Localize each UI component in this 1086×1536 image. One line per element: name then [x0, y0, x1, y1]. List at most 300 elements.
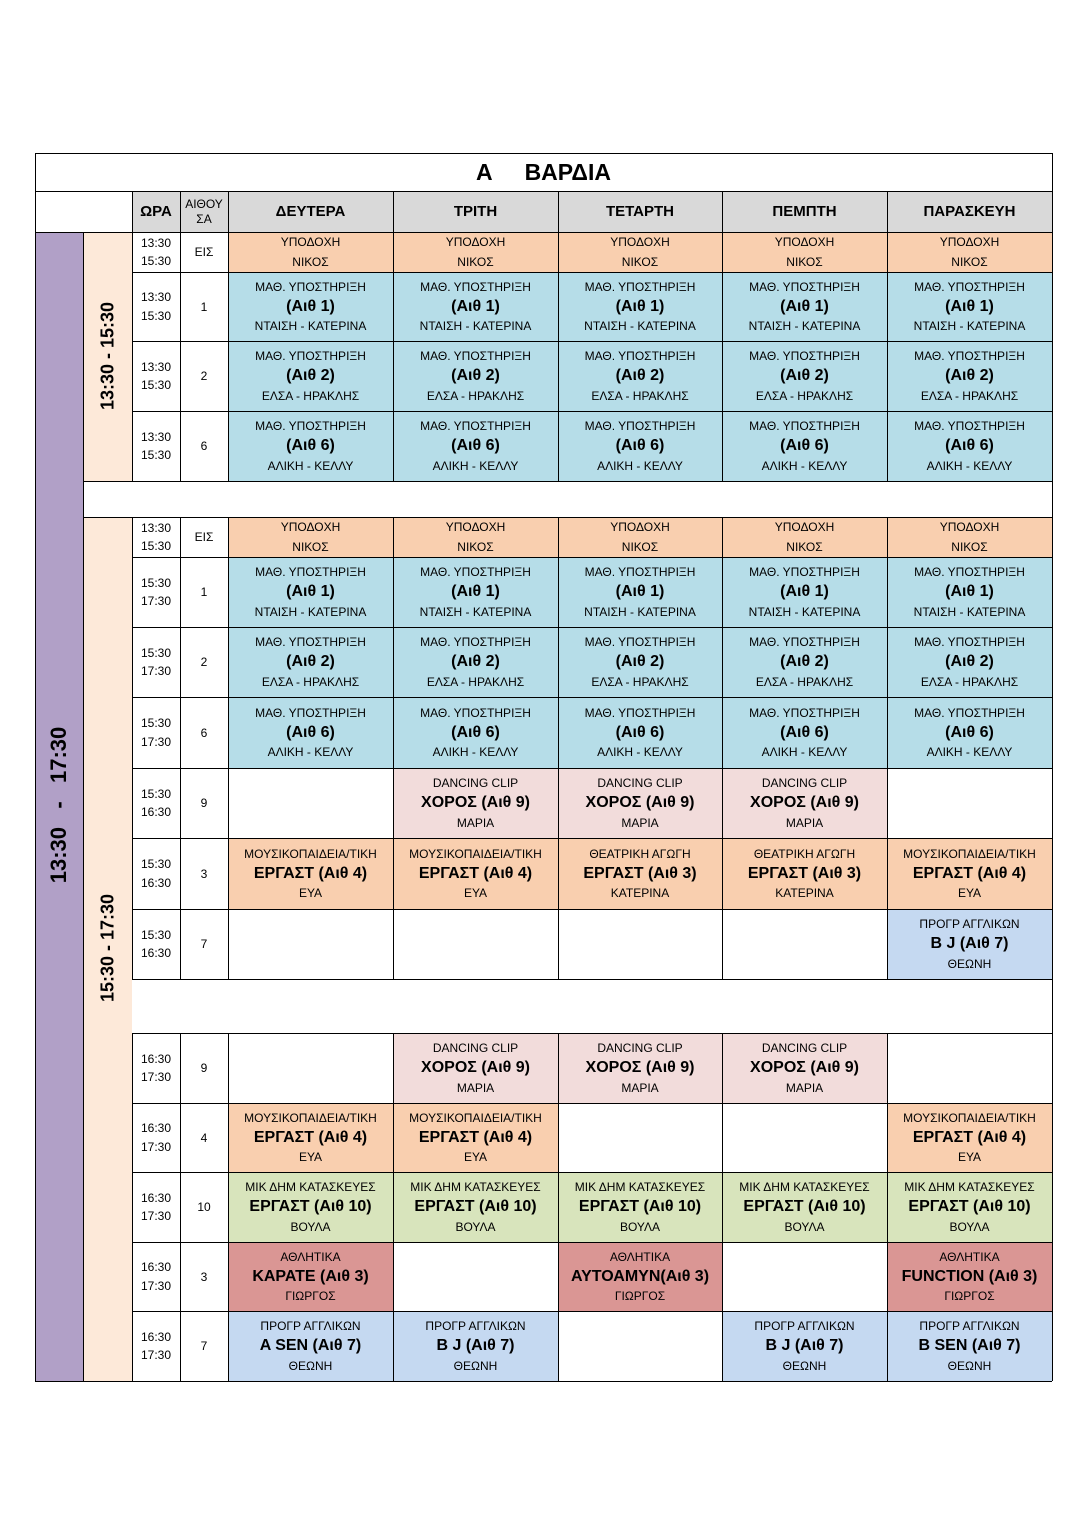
activity-teacher: ΕΥΑ: [298, 1150, 323, 1165]
activity-room: ΕΡΓΑΣΤ (Αιθ 4): [253, 864, 368, 882]
grid-line-vertical: [132, 191, 133, 232]
grid-line-vertical: [180, 1033, 181, 1381]
activity-cell: [722, 411, 887, 481]
activity-teacher: ΘΕΩΝΗ: [947, 1358, 992, 1373]
activity-teacher: ΝΙΚΟΣ: [457, 539, 494, 554]
grid-line-horizontal: [132, 1381, 1052, 1382]
activity-teacher: ΝΙΚΟΣ: [457, 254, 494, 269]
time-cell: [132, 768, 180, 838]
activity-name: ΜΑΘ. ΥΠΟΣΤΗΡΙΞΗ: [255, 279, 366, 294]
activity-name: DANCING CLIP: [761, 1041, 848, 1056]
time-start: 16:30: [140, 1051, 172, 1066]
activity-name: ΜΑΘ. ΥΠΟΣΤΗΡΙΞΗ: [914, 419, 1025, 434]
activity-cell: [393, 1311, 558, 1381]
activity-room: ΧΟΡΟΣ (Αιθ 9): [585, 1059, 695, 1077]
room-cell: 9: [200, 1061, 208, 1075]
activity-name: ΜΟΥΣΙΚΟΠΑΙΔΕΙΑ/ΤΙΚΗ: [409, 846, 542, 861]
activity-room: ΕΡΓΑΣΤ (Αιθ 4): [253, 1128, 368, 1146]
activity-teacher: ΝΤΑΙΣΗ - ΚΑΤΕΡΙΝΑ: [419, 319, 532, 334]
activity-teacher: ΑΛΙΚΗ - ΚΕΛΛΥ: [761, 458, 848, 473]
activity-cell: [722, 557, 887, 627]
header-room: [180, 191, 228, 232]
activity-teacher: ΑΛΙΚΗ - ΚΕΛΛΥ: [432, 745, 519, 760]
room-cell: 9: [200, 796, 208, 810]
activity-teacher: ΕΥΑ: [298, 886, 323, 901]
activity-cell: [722, 341, 887, 411]
time-start: 16:30: [140, 1190, 172, 1205]
time-start: 13:30: [140, 359, 172, 374]
activity-name: ΥΠΟΔΟΧΗ: [610, 235, 670, 250]
activity-name: ΜΙΚ ΔΗΜ ΚΑΤΑΣΚΕΥΕΣ: [410, 1180, 541, 1195]
activity-cell: [887, 1172, 1052, 1242]
grid-line-vertical: [83, 232, 84, 1381]
activity-name: ΠΡΟΓΡ ΑΓΓΛΙΚΩΝ: [260, 1319, 361, 1334]
activity-name: ΥΠΟΔΟΧΗ: [774, 235, 835, 250]
activity-teacher: ΑΛΙΚΗ - ΚΕΛΛΥ: [267, 458, 354, 473]
grid-line-vertical: [722, 1033, 723, 1381]
time-start: 13:30: [140, 235, 172, 250]
activity-cell: [558, 1172, 722, 1242]
time-cell: [132, 627, 180, 697]
activity-cell: [722, 1172, 887, 1242]
activity-name: DANCING CLIP: [597, 776, 683, 791]
activity-name: ΜΑΘ. ΥΠΟΣΤΗΡΙΞΗ: [420, 419, 531, 434]
time-cell: [132, 272, 180, 341]
activity-teacher: ΝΤΑΙΣΗ - ΚΑΤΕΡΙΝΑ: [254, 319, 367, 334]
activity-name: ΜΑΘ. ΥΠΟΣΤΗΡΙΞΗ: [255, 565, 366, 580]
activity-room: (Αιθ 1): [451, 297, 500, 315]
activity-room: (Αιθ 6): [286, 723, 335, 741]
activity-cell: [887, 838, 1052, 909]
grid-line-vertical: [722, 191, 723, 232]
activity-name: ΘΕΑΤΡΙΚΗ ΑΓΩΓΗ: [589, 846, 691, 861]
activity-name: ΜΑΘ. ΥΠΟΣΤΗΡΙΞΗ: [749, 705, 860, 720]
activity-teacher: ΘΕΩΝΗ: [947, 956, 992, 971]
activity-name: DANCING CLIP: [432, 776, 519, 791]
activity-room: B J (Αιθ 7): [436, 1337, 515, 1355]
activity-teacher: ΚΑΤΕΡΙΝΑ: [775, 886, 834, 901]
activity-teacher: ΕΛΣΑ - ΗΡΑΚΛΗΣ: [426, 674, 525, 689]
grid-line-horizontal: [132, 341, 1052, 342]
activity-room: ΧΟΡΟΣ (Αιθ 9): [585, 794, 695, 812]
activity-teacher: ΕΛΣΑ - ΗΡΑΚΛΗΣ: [261, 674, 360, 689]
time-cell: [132, 1242, 180, 1311]
activity-cell: [228, 838, 393, 909]
activity-cell: [393, 232, 558, 272]
grid-line-horizontal: [132, 768, 1052, 769]
activity-teacher: ΜΑΡΙΑ: [785, 1080, 824, 1095]
activity-teacher: ΕΛΣΑ - ΗΡΑΚΛΗΣ: [755, 674, 854, 689]
grid-line-vertical: [558, 1033, 559, 1381]
grid-line-vertical: [180, 517, 181, 979]
grid-line-vertical: [887, 517, 888, 979]
activity-teacher: ΝΙΚΟΣ: [621, 539, 659, 554]
grid-line-horizontal: [35, 153, 1052, 154]
activity-room: ΕΡΓΑΣΤ (Αιθ 3): [583, 864, 697, 882]
time-start: 15:30: [140, 716, 172, 731]
time-start: 15:30: [140, 927, 172, 942]
activity-teacher: ΜΑΡΙΑ: [621, 1080, 659, 1095]
grid-line-vertical: [393, 191, 394, 232]
time-start: 16:30: [140, 1260, 172, 1275]
time-cell: [132, 838, 180, 909]
room-cell: 4: [200, 1130, 208, 1145]
activity-cell: [722, 1033, 887, 1103]
activity-teacher: ΝΤΑΙΣΗ - ΚΑΤΕΡΙΝΑ: [913, 319, 1026, 334]
activity-name: ΜΑΘ. ΥΠΟΣΤΗΡΙΞΗ: [255, 705, 366, 720]
activity-teacher: ΝΤΑΙΣΗ - ΚΑΤΕΡΙΝΑ: [748, 604, 861, 619]
activity-room: (Αιθ 2): [286, 653, 335, 671]
activity-teacher: ΕΥΑ: [957, 1150, 982, 1165]
activity-teacher: ΝΤΑΙΣΗ - ΚΑΤΕΡΙΝΑ: [254, 604, 367, 619]
time-cell: [132, 1033, 180, 1103]
grid-line-vertical: [393, 232, 394, 481]
activity-teacher: ΑΛΙΚΗ - ΚΕΛΛΥ: [761, 745, 848, 760]
activity-cell: [722, 1311, 887, 1381]
activity-cell: [558, 697, 722, 768]
activity-cell: [558, 1242, 722, 1311]
activity-teacher: ΒΟΥΛΑ: [290, 1219, 331, 1234]
activity-name: ΜΟΥΣΙΚΟΠΑΙΔΕΙΑ/ΤΙΚΗ: [244, 846, 377, 861]
activity-name: ΠΡΟΓΡ ΑΓΓΛΙΚΩΝ: [919, 1319, 1020, 1334]
grid-line-horizontal: [132, 232, 1052, 233]
time-start: 15:30: [140, 645, 172, 660]
grid-line-vertical: [228, 232, 229, 481]
header-day-monday: ΔΕΥΤΕΡΑ: [228, 191, 393, 232]
grid-line-vertical: [558, 191, 559, 232]
empty-cell: [887, 768, 1052, 838]
room-cell: 6: [200, 439, 208, 453]
grid-line-horizontal: [132, 517, 1052, 518]
empty-cell: [228, 909, 393, 979]
activity-room: (Αιθ 1): [451, 583, 500, 601]
activity-teacher: ΒΟΥΛΑ: [619, 1219, 661, 1234]
time-cell: [132, 697, 180, 768]
activity-name: ΠΡΟΓΡ ΑΓΓΛΙΚΩΝ: [919, 917, 1020, 932]
time-cell: [132, 517, 180, 557]
activity-room: (Αιθ 1): [286, 297, 335, 315]
empty-cell: [887, 1033, 1052, 1103]
time-cell: [132, 1311, 180, 1381]
empty-cell: [722, 909, 887, 979]
grid-line-vertical: [393, 1033, 394, 1381]
activity-cell: [558, 517, 722, 557]
activity-cell: [558, 768, 722, 838]
activity-name: ΜΑΘ. ΥΠΟΣΤΗΡΙΞΗ: [255, 419, 366, 434]
activity-room: (Αιθ 6): [945, 723, 994, 741]
activity-name: ΥΠΟΔΟΧΗ: [774, 520, 835, 535]
activity-room: (Αιθ 2): [780, 367, 829, 385]
time-end: 17:30: [140, 1070, 172, 1084]
activity-name: ΥΠΟΔΟΧΗ: [939, 235, 1000, 250]
grid-line-vertical: [35, 153, 36, 1381]
grid-line-horizontal: [83, 232, 132, 233]
activity-teacher: ΒΟΥΛΑ: [784, 1219, 825, 1234]
activity-teacher: ΝΙΚΟΣ: [786, 254, 823, 269]
grid-line-horizontal: [132, 1242, 1052, 1243]
activity-teacher: ΕΛΣΑ - ΗΡΑΚΛΗΣ: [261, 388, 360, 403]
activity-teacher: ΝΙΚΟΣ: [951, 254, 988, 269]
activity-name: ΜΑΘ. ΥΠΟΣΤΗΡΙΞΗ: [914, 705, 1025, 720]
activity-name: ΜΑΘ. ΥΠΟΣΤΗΡΙΞΗ: [749, 565, 860, 580]
activity-teacher: ΜΑΡΙΑ: [785, 815, 824, 830]
time-end: 17:30: [140, 1209, 172, 1223]
activity-cell: [887, 697, 1052, 768]
header-day-thursday: ΠΕΜΠΤΗ: [722, 191, 887, 232]
activity-name: ΘΕΑΤΡΙΚΗ ΑΓΩΓΗ: [753, 846, 856, 861]
activity-room: (Αιθ 2): [945, 653, 994, 671]
activity-cell: [558, 341, 722, 411]
activity-cell: [558, 272, 722, 341]
activity-teacher: ΝΙΚΟΣ: [292, 254, 329, 269]
activity-room: (Αιθ 1): [780, 297, 829, 315]
empty-cell: [393, 909, 558, 979]
empty-cell: [393, 1242, 558, 1311]
time-end: 17:30: [140, 664, 172, 678]
time-start: 16:30: [140, 1329, 172, 1344]
activity-room: FUNCTION (Αιθ 3): [901, 1267, 1038, 1285]
time-end: 17:30: [140, 594, 172, 608]
grid-line-horizontal: [132, 557, 1052, 558]
activity-cell: [228, 1242, 393, 1311]
activity-room: ΕΡΓΑΣΤ (Αιθ 10): [578, 1198, 702, 1216]
grid-line-horizontal: [132, 1172, 1052, 1173]
activity-cell: [393, 697, 558, 768]
grid-line-vertical: [180, 232, 181, 481]
activity-room: ΚΑΡΑΤΕ (Αιθ 3): [252, 1267, 369, 1285]
shift-label: 13:30 - 17:30: [46, 726, 71, 884]
activity-cell: [228, 517, 393, 557]
activity-teacher: ΒΟΥΛΑ: [949, 1219, 990, 1234]
time-cell: [132, 909, 180, 979]
grid-line-horizontal: [132, 979, 1052, 980]
activity-teacher: ΓΙΩΡΓΟΣ: [285, 1289, 336, 1304]
activity-room: (Αιθ 1): [615, 297, 665, 315]
room-cell: 1: [200, 299, 208, 314]
activity-room: (Αιθ 1): [286, 583, 335, 601]
activity-teacher: ΝΙΚΟΣ: [951, 539, 988, 554]
time-cell: [132, 1172, 180, 1242]
grid-line-vertical: [228, 517, 229, 979]
activity-cell: [887, 557, 1052, 627]
activity-teacher: ΑΛΙΚΗ - ΚΕΛΛΥ: [597, 458, 683, 473]
activity-room: ΕΡΓΑΣΤ (Αιθ 4): [418, 1128, 533, 1146]
activity-cell: [558, 232, 722, 272]
activity-name: ΜΑΘ. ΥΠΟΣΤΗΡΙΞΗ: [420, 279, 531, 294]
activity-cell: [887, 909, 1052, 979]
activity-name: ΜΟΥΣΙΚΟΠΑΙΔΕΙΑ/ΤΙΚΗ: [409, 1110, 542, 1125]
time-start: 15:30: [140, 857, 172, 872]
grid-line-horizontal: [132, 909, 1052, 910]
activity-room: ΑΥΤΟΑΜΥΝ(Αιθ 3): [570, 1267, 710, 1285]
activity-room: ΧΟΡΟΣ (Αιθ 9): [750, 794, 859, 812]
activity-room: B SEN (Αιθ 7): [918, 1337, 1021, 1355]
block-label-first: 13:30 - 15:30: [97, 301, 117, 411]
activity-room: A SEN (Αιθ 7): [259, 1337, 362, 1355]
activity-name: ΜΟΥΣΙΚΟΠΑΙΔΕΙΑ/ΤΙΚΗ: [244, 1110, 377, 1125]
activity-teacher: ΕΛΣΑ - ΗΡΑΚΛΗΣ: [426, 388, 525, 403]
activity-room: (Αιθ 6): [286, 437, 335, 455]
activity-name: DANCING CLIP: [432, 1041, 519, 1056]
activity-teacher: ΝΙΚΟΣ: [786, 539, 823, 554]
activity-teacher: ΚΑΤΕΡΙΝΑ: [610, 886, 670, 901]
grid-line-vertical: [393, 517, 394, 979]
activity-name: ΥΠΟΔΟΧΗ: [939, 520, 1000, 535]
header-room-line2: ΣΑ: [196, 211, 212, 226]
time-start: 13:30: [140, 290, 172, 305]
header-time: ΩΡΑ: [132, 191, 180, 232]
activity-name: ΜΑΘ. ΥΠΟΣΤΗΡΙΞΗ: [420, 635, 531, 650]
activity-cell: [393, 838, 558, 909]
activity-teacher: ΕΥΑ: [957, 886, 982, 901]
activity-cell: [228, 697, 393, 768]
activity-teacher: ΝΤΑΙΣΗ - ΚΑΤΕΡΙΝΑ: [419, 604, 532, 619]
activity-name: ΜΑΘ. ΥΠΟΣΤΗΡΙΞΗ: [749, 419, 860, 434]
activity-name: ΜΑΘ. ΥΠΟΣΤΗΡΙΞΗ: [255, 635, 366, 650]
activity-room: ΕΡΓΑΣΤ (Αιθ 10): [414, 1198, 537, 1216]
activity-teacher: ΕΛΣΑ - ΗΡΑΚΛΗΣ: [920, 674, 1019, 689]
activity-name: ΜΑΘ. ΥΠΟΣΤΗΡΙΞΗ: [749, 279, 860, 294]
time-end: 15:30: [140, 448, 172, 462]
activity-name: ΜΑΘ. ΥΠΟΣΤΗΡΙΞΗ: [584, 705, 696, 720]
activity-room: ΕΡΓΑΣΤ (Αιθ 10): [908, 1198, 1031, 1216]
grid-line-vertical: [132, 1033, 133, 1381]
activity-name: ΜΙΚ ΔΗΜ ΚΑΤΑΣΚΕΥΕΣ: [739, 1180, 870, 1195]
activity-cell: [558, 838, 722, 909]
activity-name: ΑΘΛΗΤΙΚΑ: [280, 1249, 341, 1264]
grid-line-vertical: [228, 191, 229, 232]
grid-line-vertical: [132, 517, 133, 979]
time-end: 15:30: [140, 539, 172, 553]
activity-cell: [722, 272, 887, 341]
activity-name: ΥΠΟΔΟΧΗ: [445, 235, 506, 250]
room-cell: 2: [200, 655, 208, 669]
grid-line-vertical: [887, 191, 888, 232]
time-end: 17:30: [140, 1139, 172, 1154]
activity-room: (Αιθ 1): [780, 583, 829, 601]
empty-cell: [558, 1311, 722, 1381]
grid-line-horizontal: [132, 1103, 1052, 1104]
activity-name: DANCING CLIP: [761, 776, 848, 791]
activity-teacher: ΜΑΡΙΑ: [456, 1080, 495, 1095]
activity-room: ΧΟΡΟΣ (Αιθ 9): [421, 1059, 530, 1077]
activity-name: ΜΟΥΣΙΚΟΠΑΙΔΕΙΑ/ΤΙΚΗ: [903, 846, 1036, 861]
grid-line-vertical: [180, 191, 181, 232]
activity-name: ΜΑΘ. ΥΠΟΣΤΗΡΙΞΗ: [255, 349, 366, 364]
activity-name: ΑΘΛΗΤΙΚΑ: [609, 1249, 671, 1264]
activity-room: (Αιθ 1): [945, 583, 994, 601]
activity-room: (Αιθ 2): [945, 367, 994, 385]
activity-cell: [558, 411, 722, 481]
activity-teacher: ΝΙΚΟΣ: [621, 254, 659, 269]
grid-line-horizontal: [132, 272, 1052, 273]
activity-name: ΥΠΟΔΟΧΗ: [280, 520, 341, 535]
activity-name: ΜΑΘ. ΥΠΟΣΤΗΡΙΞΗ: [420, 565, 531, 580]
empty-cell: [722, 1242, 887, 1311]
activity-room: ΕΡΓΑΣΤ (Αιθ 4): [418, 864, 533, 882]
grid-line-vertical: [132, 232, 133, 481]
activity-name: ΜΑΘ. ΥΠΟΣΤΗΡΙΞΗ: [914, 635, 1025, 650]
room-cell: 1: [200, 585, 208, 599]
activity-room: ΕΡΓΑΣΤ (Αιθ 10): [249, 1198, 372, 1216]
activity-room: B J (Αιθ 7): [765, 1337, 844, 1355]
activity-cell: [722, 517, 887, 557]
room-cell: 10: [197, 1200, 211, 1214]
activity-teacher: ΘΕΩΝΗ: [782, 1358, 827, 1373]
activity-name: ΜΑΘ. ΥΠΟΣΤΗΡΙΞΗ: [420, 349, 531, 364]
activity-cell: [228, 1311, 393, 1381]
header-room-line1: ΑΙΘΟΥ: [185, 197, 223, 212]
activity-room: (Αιθ 6): [615, 437, 665, 455]
time-end: 17:30: [140, 1278, 172, 1293]
activity-room: B J (Αιθ 7): [930, 935, 1009, 953]
page-title: Α ΒΑΡΔΙΑ: [476, 158, 611, 185]
room-cell: 6: [200, 725, 208, 740]
activity-cell: [393, 272, 558, 341]
grid-line-vertical: [887, 1033, 888, 1381]
time-start: 16:30: [140, 1121, 172, 1136]
activity-cell: [887, 1242, 1052, 1311]
header-day-friday: ΠΑΡΑΣΚΕΥΗ: [887, 191, 1052, 232]
activity-name: ΜΙΚ ΔΗΜ ΚΑΤΑΣΚΕΥΕΣ: [904, 1180, 1035, 1195]
activity-cell: [228, 557, 393, 627]
time-cell: [132, 557, 180, 627]
grid-line-horizontal: [132, 481, 1052, 482]
grid-line-vertical: [887, 232, 888, 481]
activity-cell: [393, 1103, 558, 1172]
activity-teacher: ΕΛΣΑ - ΗΡΑΚΛΗΣ: [755, 388, 854, 403]
activity-teacher: ΑΛΙΚΗ - ΚΕΛΛΥ: [926, 458, 1013, 473]
activity-name: ΜΙΚ ΔΗΜ ΚΑΤΑΣΚΕΥΕΣ: [245, 1180, 376, 1195]
activity-cell: [887, 627, 1052, 697]
activity-room: (Αιθ 2): [286, 367, 335, 385]
empty-cell: [722, 1103, 887, 1172]
room-cell: 2: [200, 369, 208, 383]
room-cell: 3: [200, 866, 208, 881]
activity-teacher: ΓΙΩΡΓΟΣ: [944, 1289, 995, 1304]
empty-cell: [228, 768, 393, 838]
activity-cell: [722, 232, 887, 272]
activity-room: (Αιθ 1): [945, 297, 994, 315]
activity-teacher: ΑΛΙΚΗ - ΚΕΛΛΥ: [926, 745, 1013, 760]
activity-cell: [393, 411, 558, 481]
activity-cell: [558, 627, 722, 697]
activity-room: (Αιθ 2): [451, 653, 500, 671]
grid-line-horizontal: [132, 1311, 1052, 1312]
activity-cell: [887, 411, 1052, 481]
activity-cell: [393, 627, 558, 697]
grid-line-vertical: [558, 517, 559, 979]
activity-cell: [393, 517, 558, 557]
activity-name: ΥΠΟΔΟΧΗ: [610, 520, 670, 535]
activity-cell: [228, 272, 393, 341]
activity-cell: [228, 627, 393, 697]
activity-name: ΜΑΘ. ΥΠΟΣΤΗΡΙΞΗ: [584, 419, 696, 434]
activity-room: (Αιθ 2): [615, 653, 665, 671]
activity-name: ΜΑΘ. ΥΠΟΣΤΗΡΙΞΗ: [914, 565, 1025, 580]
activity-cell: [722, 697, 887, 768]
activity-room: ΕΡΓΑΣΤ (Αιθ 4): [912, 864, 1027, 882]
activity-room: ΧΟΡΟΣ (Αιθ 9): [750, 1059, 859, 1077]
grid-line-horizontal: [132, 1033, 1052, 1034]
grid-line-vertical: [228, 1033, 229, 1381]
grid-line-horizontal: [132, 411, 1052, 412]
time-end: 15:30: [140, 378, 172, 392]
activity-teacher: ΒΟΥΛΑ: [455, 1219, 496, 1234]
time-start: 13:30: [140, 429, 172, 444]
time-cell: [132, 341, 180, 411]
activity-cell: [558, 557, 722, 627]
